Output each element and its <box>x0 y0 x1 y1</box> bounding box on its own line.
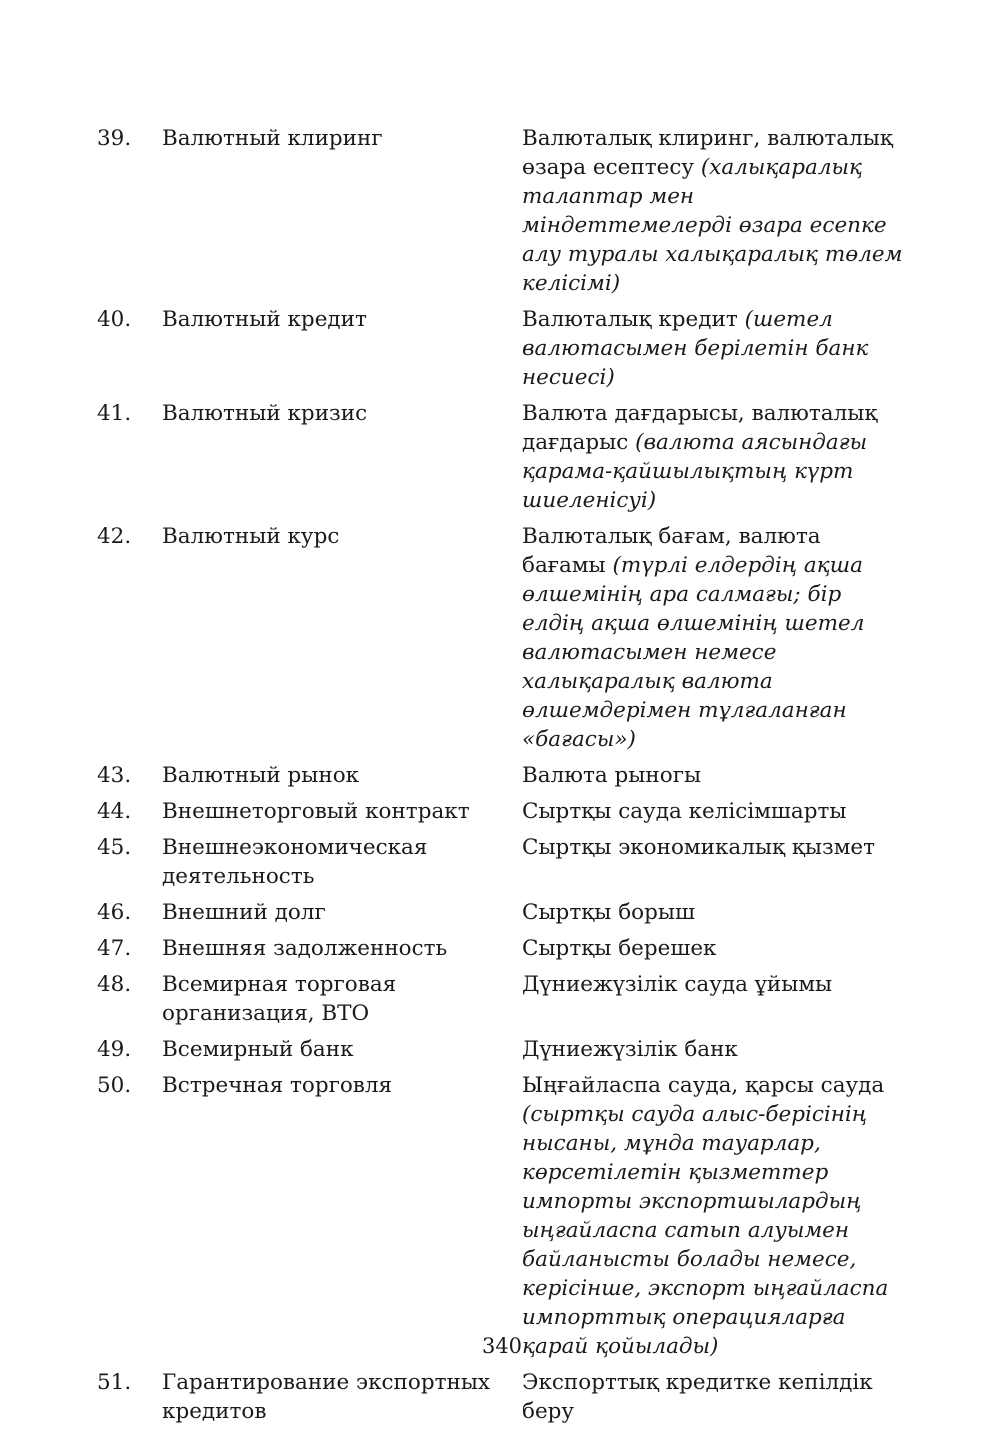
russian-term: Внешний долг <box>162 900 326 925</box>
kazakh-term: Сыртқы борыш <box>522 900 695 925</box>
russian-term: Валютный кредит <box>162 307 367 332</box>
kazakh-term: Валюта дағдарысы, валюталық дағдарыс <box>522 401 878 455</box>
glossary-list <box>97 124 907 1433</box>
kazakh-translation <box>522 522 907 754</box>
kazakh-term: Валюта рыногы <box>522 763 702 788</box>
russian-term: Валютный курс <box>162 524 340 549</box>
kazakh-term: Сыртқы берешек <box>522 936 717 961</box>
glossary-entry <box>97 1071 907 1361</box>
kazakh-term: Экспорттық кредитке кепілдік беру <box>522 1370 873 1424</box>
glossary-entry <box>97 305 907 392</box>
entry-number: 47. <box>97 936 132 961</box>
entry-number: 41. <box>97 401 132 426</box>
russian-term: Валютный рынок <box>162 763 360 788</box>
page-number: 340 <box>481 1334 523 1358</box>
kazakh-translation <box>522 797 907 826</box>
russian-term: Внешняя задолженность <box>162 936 448 961</box>
kazakh-translation <box>522 1368 907 1426</box>
glossary-entry <box>97 399 907 515</box>
kazakh-explanation: (валюта аясындағы қарама-қайшылықтың күрт шиеленісуі) <box>522 430 868 513</box>
russian-term: Внешнеторговый контракт <box>162 799 470 824</box>
glossary-entry <box>97 1035 907 1064</box>
glossary-entry <box>97 522 907 754</box>
entry-number: 44. <box>97 799 132 824</box>
kazakh-term: Валюталық клиринг, валюталық өзара есептесу <box>522 126 893 180</box>
kazakh-translation <box>522 833 907 862</box>
entry-number: 43. <box>97 763 132 788</box>
glossary-entry <box>97 934 907 963</box>
entry-number: 48. <box>97 972 132 997</box>
glossary-entry <box>97 833 907 891</box>
kazakh-translation <box>522 970 907 999</box>
entry-number: 49. <box>97 1037 132 1062</box>
kazakh-explanation: (түрлі елдердің ақша өлшемінің ара салмағы; бір елдің ақша өлшемінің шетел валютасымен немесе халықаралық валюта өлшемдерімен тұлғаланған «бағасы») <box>522 553 865 752</box>
kazakh-explanation: (халықаралық талаптар мен міндеттемелерді өзара есепке алу туралы халықаралық төлем келісімі) <box>522 155 903 296</box>
entry-number: 42. <box>97 524 132 549</box>
entry-number: 40. <box>97 307 132 332</box>
kazakh-translation <box>522 1035 907 1064</box>
kazakh-term: Ыңғайласпа сауда, қарсы сауда <box>522 1073 885 1098</box>
russian-term: Всемирный банк <box>162 1037 354 1062</box>
glossary-entry <box>97 898 907 927</box>
russian-term: Встречная торговля <box>162 1073 393 1098</box>
russian-term: Валютный клиринг <box>162 126 383 151</box>
entry-number: 39. <box>97 126 132 151</box>
kazakh-explanation: (шетел валютасымен берілетін банк несиесі) <box>522 307 869 390</box>
russian-term: Валютный кризис <box>162 401 368 426</box>
glossary-entry <box>97 797 907 826</box>
kazakh-translation <box>522 124 907 298</box>
russian-term: Гарантирование экспортных кредитов <box>162 1370 491 1424</box>
russian-term: Внешнеэкономическая деятельность <box>162 835 428 889</box>
kazakh-translation <box>522 399 907 515</box>
entry-number: 46. <box>97 900 132 925</box>
kazakh-translation <box>522 898 907 927</box>
kazakh-translation <box>522 761 907 790</box>
glossary-entry <box>97 124 907 298</box>
kazakh-term: Дүниежүзілік сауда ұйымы <box>522 972 833 997</box>
russian-term: Всемирная торговая организация, ВТО <box>162 972 397 1026</box>
kazakh-term: Сыртқы экономикалық қызмет <box>522 835 876 860</box>
kazakh-translation <box>522 305 907 392</box>
glossary-entry <box>97 1368 907 1426</box>
glossary-entry <box>97 970 907 1028</box>
entry-number: 45. <box>97 835 132 860</box>
kazakh-term: Валюталық кредит <box>522 307 738 332</box>
entry-number: 51. <box>97 1370 132 1395</box>
kazakh-explanation: (сыртқы сауда алыс-берісінің нысаны, мұнда тауарлар, көрсетілетін қызметтер импорты экспортшылардың ыңғайласпа сатып алуымен байланысты болады немесе, керісінше, экспорт ыңғайласпа импорттық операцияларға қарай қойылады) <box>522 1102 889 1359</box>
kazakh-term: Валюталық бағам, валюта бағамы <box>522 524 821 578</box>
kazakh-translation <box>522 1071 907 1361</box>
kazakh-term: Дүниежүзілік банк <box>522 1037 738 1062</box>
kazakh-term: Сыртқы сауда келісімшарты <box>522 799 847 824</box>
entry-number: 50. <box>97 1073 132 1098</box>
glossary-entry <box>97 761 907 790</box>
kazakh-translation <box>522 934 907 963</box>
